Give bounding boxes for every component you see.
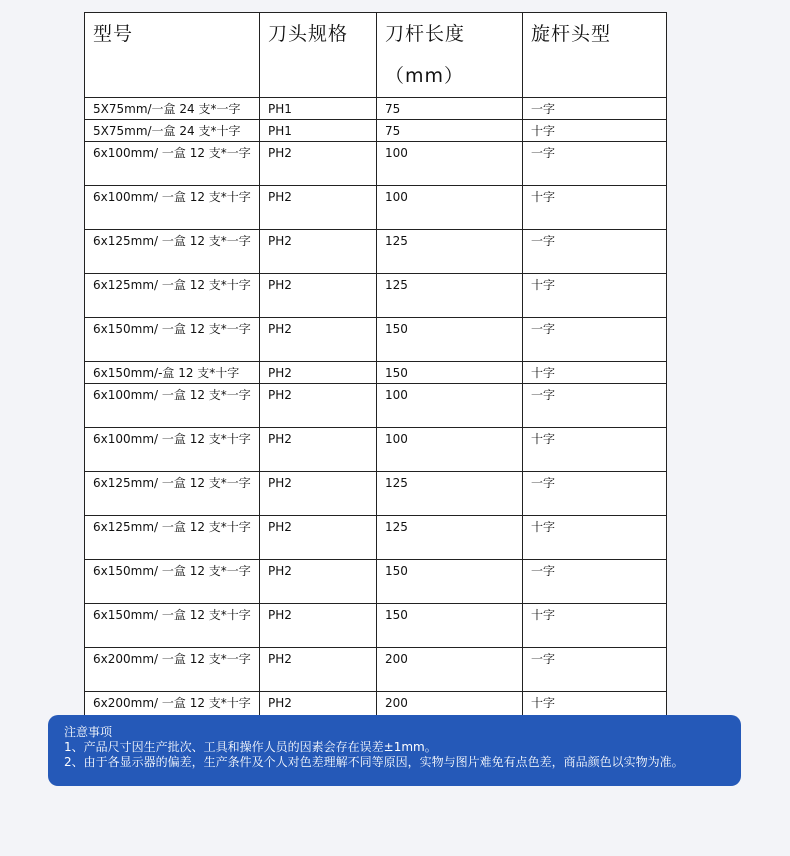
cell-model: 6x100mm/ 一盒 12 支*十字 [85,428,260,472]
notice-line-2: 2、由于各显示器的偏差，生产条件及个人对色差理解不同等原因，实物与图片难免有点色差，商品颜色以实物为准。 [64,755,684,769]
cell-head-type: 一字 [523,98,667,120]
cell-tip-spec: PH2 [260,516,377,560]
cell-head-type: 十字 [523,604,667,648]
table-body [85,98,667,736]
table-row [85,142,667,186]
table-row [85,120,667,142]
cell-shaft-length: 75 [377,98,523,120]
cell-model: 6x125mm/ 一盒 12 支*一字 [85,472,260,516]
cell-model: 6x150mm/ 一盒 12 支*十字 [85,604,260,648]
cell-tip-spec: PH1 [260,98,377,120]
cell-tip-spec: PH2 [260,318,377,362]
cell-model: 6x200mm/ 一盒 12 支*一字 [85,648,260,692]
cell-tip-spec: PH2 [260,142,377,186]
cell-head-type: 十字 [523,120,667,142]
header-head-type: 旋杆头型 [523,13,667,98]
cell-shaft-length: 150 [377,560,523,604]
cell-tip-spec: PH2 [260,692,377,736]
notice-box [48,715,741,786]
cell-model: 6x100mm/ 一盒 12 支*一字 [85,384,260,428]
table-row [85,98,667,120]
cell-tip-spec: PH1 [260,120,377,142]
cell-tip-spec: PH2 [260,604,377,648]
cell-tip-spec: PH2 [260,428,377,472]
cell-shaft-length: 75 [377,120,523,142]
cell-model: 6x150mm/ 一盒 12 支*一字 [85,318,260,362]
cell-shaft-length: 200 [377,692,523,736]
cell-tip-spec: PH2 [260,384,377,428]
cell-head-type: 十字 [523,428,667,472]
cell-head-type: 一字 [523,142,667,186]
cell-head-type: 十字 [523,186,667,230]
cell-model: 5X75mm/一盒 24 支*一字 [85,98,260,120]
cell-tip-spec: PH2 [260,472,377,516]
header-model: 型号 [85,13,260,98]
cell-shaft-length: 125 [377,472,523,516]
cell-shaft-length: 200 [377,648,523,692]
cell-model: 5X75mm/一盒 24 支*十字 [85,120,260,142]
notice-title: 注意事项 [64,725,113,739]
notice-line-1: 1、产品尺寸因生产批次、工具和操作人员的因素会存在误差±1mm。 [64,740,437,754]
cell-head-type: 十字 [523,516,667,560]
cell-shaft-length: 100 [377,384,523,428]
cell-model: 6x150mm/-盒 12 支*十字 [85,362,260,384]
cell-head-type: 十字 [523,692,667,736]
table-row [85,186,667,230]
cell-model: 6x150mm/ 一盒 12 支*一字 [85,560,260,604]
cell-model: 6x125mm/ 一盒 12 支*十字 [85,516,260,560]
cell-head-type: 一字 [523,318,667,362]
spec-table [84,12,667,736]
cell-shaft-length: 100 [377,428,523,472]
cell-head-type: 一字 [523,472,667,516]
table-row [85,428,667,472]
table-row [85,318,667,362]
cell-head-type: 一字 [523,384,667,428]
table-row [85,384,667,428]
cell-model: 6x125mm/ 一盒 12 支*一字 [85,230,260,274]
header-shaft-length: 刀杆长度（mm） [377,13,523,98]
cell-head-type: 十字 [523,362,667,384]
cell-tip-spec: PH2 [260,648,377,692]
cell-model: 6x100mm/ 一盒 12 支*十字 [85,186,260,230]
table-row [85,362,667,384]
table-row [85,648,667,692]
cell-head-type: 一字 [523,648,667,692]
cell-tip-spec: PH2 [260,362,377,384]
cell-shaft-length: 125 [377,274,523,318]
cell-model: 6x100mm/ 一盒 12 支*一字 [85,142,260,186]
table-row [85,230,667,274]
cell-model: 6x125mm/ 一盒 12 支*十字 [85,274,260,318]
cell-shaft-length: 100 [377,142,523,186]
cell-shaft-length: 125 [377,516,523,560]
cell-shaft-length: 150 [377,362,523,384]
cell-tip-spec: PH2 [260,230,377,274]
table-row [85,560,667,604]
cell-shaft-length: 150 [377,318,523,362]
cell-head-type: 一字 [523,230,667,274]
cell-model: 6x200mm/ 一盒 12 支*十字 [85,692,260,736]
cell-shaft-length: 125 [377,230,523,274]
table-row [85,516,667,560]
cell-tip-spec: PH2 [260,560,377,604]
cell-tip-spec: PH2 [260,274,377,318]
cell-shaft-length: 150 [377,604,523,648]
table-row [85,604,667,648]
table-header-row [85,13,667,98]
spec-sheet [84,12,666,736]
cell-shaft-length: 100 [377,186,523,230]
cell-head-type: 一字 [523,560,667,604]
header-tip-spec: 刀头规格 [260,13,377,98]
table-row [85,274,667,318]
table-row [85,472,667,516]
cell-head-type: 十字 [523,274,667,318]
cell-tip-spec: PH2 [260,186,377,230]
